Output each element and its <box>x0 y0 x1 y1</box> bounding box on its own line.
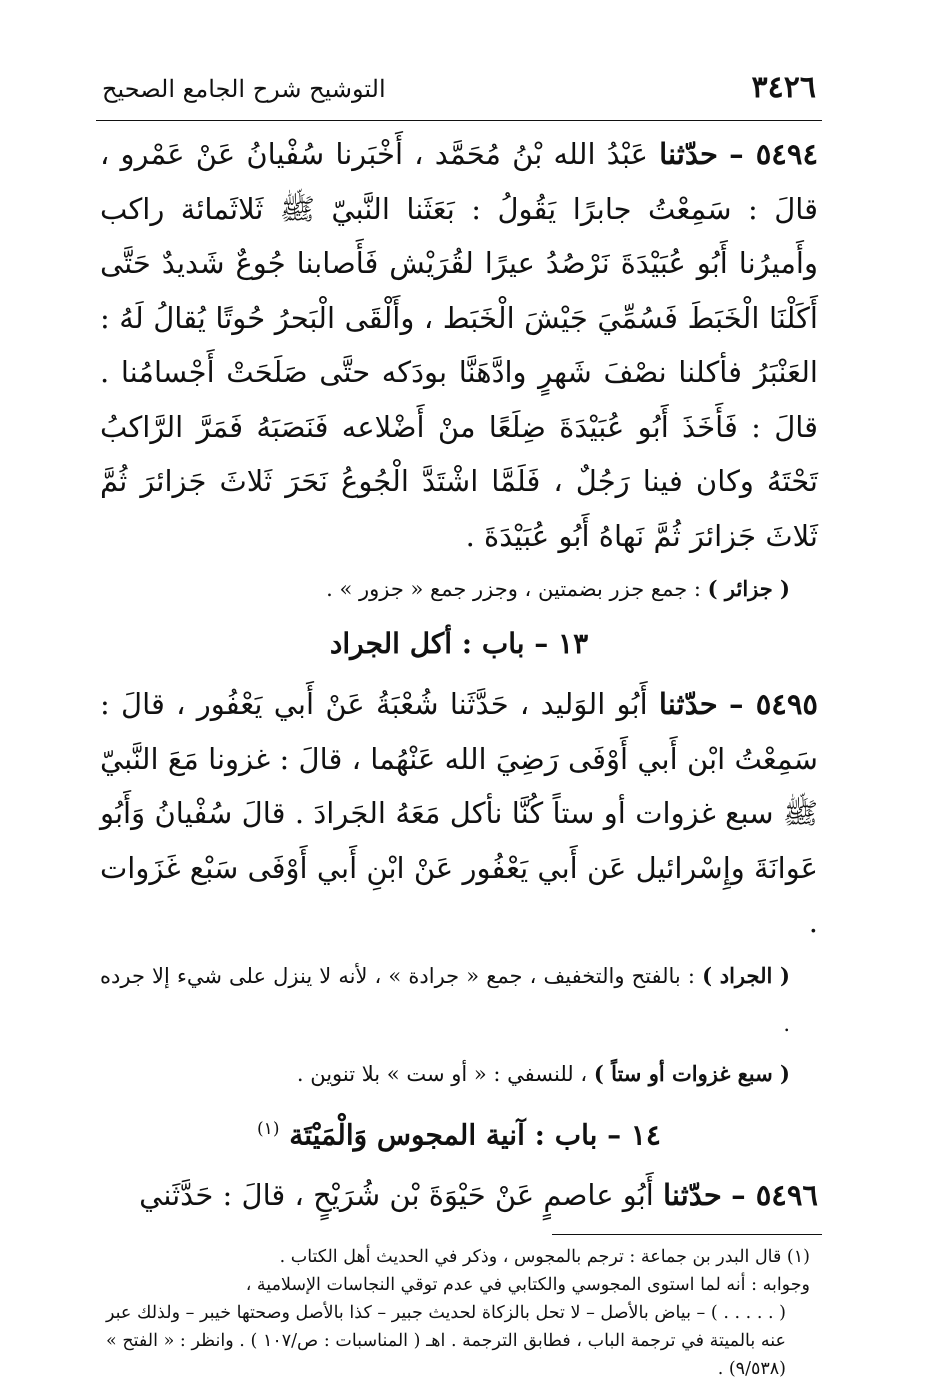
note-jarad <box>100 952 818 1048</box>
hadith-opening: حدّثنا <box>658 687 718 721</box>
book-page <box>96 70 822 1380</box>
hadith-text: أَبُو عاصمٍ عَنْ حَيْوَةَ بْن شُرَيْحٍ ، قالَ : حَدَّثَني <box>139 1177 654 1212</box>
hadith-opening: حدّثنا <box>659 137 718 171</box>
note-sab-ghazawat <box>100 1050 818 1098</box>
main-text <box>96 121 822 1222</box>
hadith-text: أَبُو الوَليد ، حَدَّثَنا شُعْبَةُ عَنْ أَبي يَعْفُور ، قالَ : سَمِعْتُ ابْن أَبي أَوْفَى رَضِيَ الله عَنْهُما ، قالَ : غزونا مَعَ النَّبيّ ﷺ سبع غزوات أو ستاً كُنَّا نأكل مَعَهُ الجَرادَ . قالَ سُفْيانُ وَأَبُو عَوانَةَ وإِسْرائيل عَن أَبي يَعْفُور عَنْ ابْنِ أَبي أَوْفَى سَبْع غَزَوات . <box>100 687 818 939</box>
chapter-heading-14 <box>100 1104 818 1160</box>
hadith-5495 <box>100 677 818 950</box>
note-jazair <box>100 565 818 613</box>
note-term: ( جزائر ) <box>707 576 790 601</box>
footnote-divider <box>552 1234 822 1235</box>
hadith-number: ٥٤٩٦ – <box>731 1177 818 1212</box>
hadith-number: ٥٤٩٥ – <box>729 687 818 721</box>
note-text: ، للنسفي : « أو ست » بلا تنوين . <box>296 1061 588 1086</box>
hadith-5496 <box>100 1168 818 1223</box>
hadith-5494 <box>100 127 818 563</box>
footnote-line: (١) قال البدر بن جماعة : ترجم بالمجوس ، وذكر في الحديث أهل الكتاب . <box>279 1247 810 1268</box>
footnote-marker: (١) <box>257 1118 280 1139</box>
page-number: ٣٤٢٦ <box>751 70 816 105</box>
footnotes <box>96 1243 822 1383</box>
note-term: ( سبع غزوات أو ستاً ) <box>593 1060 790 1086</box>
running-title: التوشيح شرح الجامع الصحيح <box>102 75 386 103</box>
chapter-heading-13 <box>100 619 818 669</box>
note-term: ( الجراد ) <box>702 962 790 988</box>
page-header <box>96 70 822 121</box>
chapter-title: ١٣ – باب : أكل الجراد <box>329 627 589 660</box>
note-text: : بالفتح والتخفيف ، جمع « جرادة » ، لأنه لا ينزل على شيء إلا جرده . <box>100 963 790 1036</box>
hadith-text: عَبْدُ الله بْنُ مُحَمَّد ، أَخْبَرنا سُفْيانُ عَنْ عَمْرو ، قالَ : سَمِعْتُ جابرًا يَقُولُ : بَعَثَنا النَّبيّ ﷺ ثَلاثَمائة راكب وأَميرُنا أَبُو عُبَيْدَةَ نَرْصُدُ عيرًا لقُرَيْش فَأَصابنا جُوعٌ شَديدٌ حَتَّى أَكَلْنَا الْخَبَطَ فَسُمِّيَ جَيْشَ الْخَبَط ، وأَلْقَى الْبَحرُ حُوتًا يُقالُ لَهُ : العَنْبَرُ فأكلنا نصْفَ شَهرٍ وادَّهَنَّا بودَكه حتَّى صَلَحَتْ أَجْسامُنا . قالَ : فَأَخَذَ أَبُو عُبَيْدَةَ ضِلَعًا منْ أَضْلاعه فَنَصَبَهُ فَمَرَّ الرَّاكبُ تَحْتَهُ وكان فينا رَجُلٌ ، فَلَمَّا اشْتَدَّ الْجُوعُ نَحَرَ ثَلاثَ جَزائرَ ثُمَّ ثَلاثَ جَزائرَ ثُمَّ نَهاهُ أَبُو عُبَيْدَةَ . <box>100 137 818 553</box>
footnote-line: وجوابه : أنه لما استوى المجوسي والكتابي في عدم توقي النجاسات الإسلامية ، <box>245 1275 810 1296</box>
footnote-line: ( . . . . . ) – بياض بالأصل – لا تحل بالزكاة لحديث جبير – كذا بالأصل وصحتها خيبر – ولذلك عبر عنه بالميتة في ترجمة الباب ، فطابق الترجمة . اهـ ( المناسبات : ص/١٠٧ ) . وانظر : « الفتح » (٩/٥٣٨) . <box>106 1303 786 1380</box>
chapter-title: ١٤ – باب : آنية المجوس وَالْمَيْتَة <box>289 1117 661 1151</box>
hadith-opening: حدّثنا <box>663 1177 722 1212</box>
note-text: : جمع جزر بضمتين ، وجزر جمع « جزور » . <box>326 577 701 601</box>
hadith-number: ٥٤٩٤ – <box>729 137 819 171</box>
